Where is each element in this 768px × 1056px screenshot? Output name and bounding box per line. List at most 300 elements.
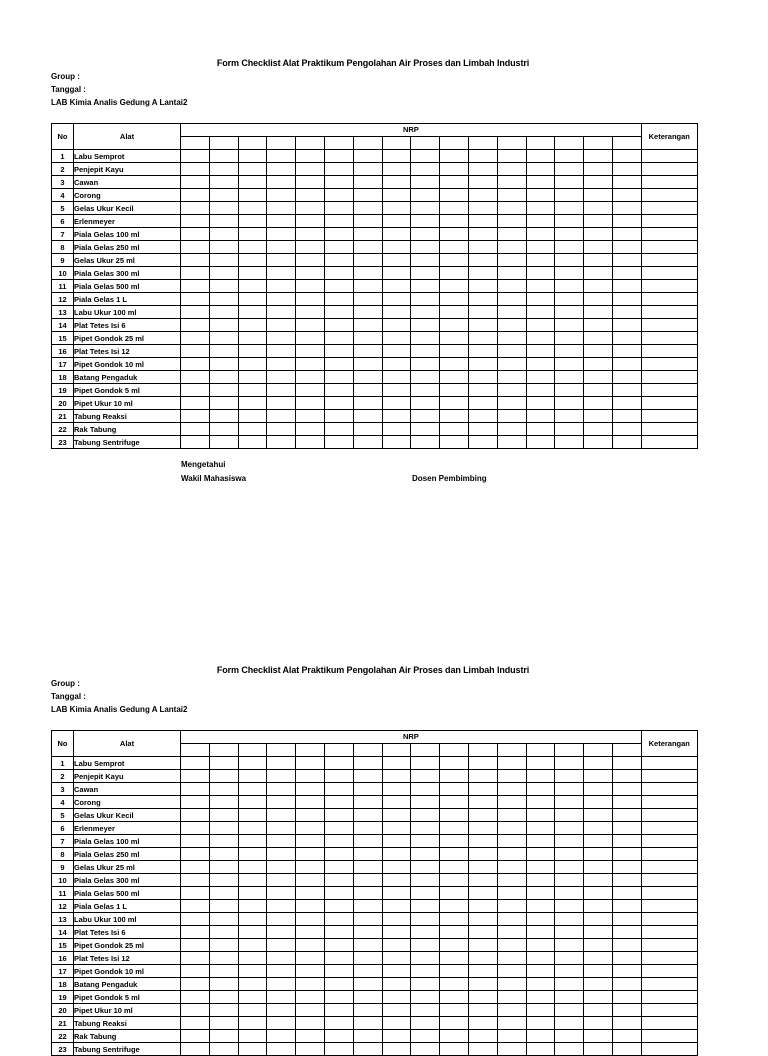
keterangan-cell[interactable] — [641, 397, 697, 410]
nrp-check-cell[interactable] — [181, 163, 210, 176]
nrp-check-cell[interactable] — [238, 280, 267, 293]
nrp-check-cell[interactable] — [267, 796, 296, 809]
nrp-check-cell[interactable] — [468, 436, 497, 449]
nrp-check-cell[interactable] — [209, 939, 238, 952]
nrp-check-cell[interactable] — [440, 423, 469, 436]
nrp-check-cell[interactable] — [411, 176, 440, 189]
nrp-check-cell[interactable] — [353, 358, 382, 371]
nrp-check-cell[interactable] — [612, 384, 641, 397]
nrp-check-cell[interactable] — [238, 202, 267, 215]
nrp-check-cell[interactable] — [181, 1030, 210, 1043]
nrp-check-cell[interactable] — [612, 1043, 641, 1056]
nrp-check-cell[interactable] — [526, 1043, 555, 1056]
nrp-check-cell[interactable] — [209, 757, 238, 770]
nrp-check-cell[interactable] — [209, 410, 238, 423]
nrp-check-cell[interactable] — [468, 874, 497, 887]
nrp-check-cell[interactable] — [497, 423, 526, 436]
nrp-check-cell[interactable] — [440, 358, 469, 371]
nrp-check-cell[interactable] — [267, 163, 296, 176]
nrp-check-cell[interactable] — [209, 835, 238, 848]
nrp-check-cell[interactable] — [468, 176, 497, 189]
nrp-check-cell[interactable] — [324, 371, 353, 384]
nrp-check-cell[interactable] — [555, 280, 584, 293]
nrp-check-cell[interactable] — [353, 874, 382, 887]
nrp-check-cell[interactable] — [238, 215, 267, 228]
nrp-check-cell[interactable] — [497, 163, 526, 176]
nrp-check-cell[interactable] — [526, 267, 555, 280]
nrp-check-cell[interactable] — [267, 783, 296, 796]
nrp-check-cell[interactable] — [497, 757, 526, 770]
keterangan-cell[interactable] — [641, 861, 697, 874]
nrp-check-cell[interactable] — [555, 371, 584, 384]
nrp-check-cell[interactable] — [324, 176, 353, 189]
nrp-check-cell[interactable] — [209, 189, 238, 202]
nrp-check-cell[interactable] — [209, 770, 238, 783]
nrp-check-cell[interactable] — [353, 757, 382, 770]
nrp-check-cell[interactable] — [181, 410, 210, 423]
nrp-check-cell[interactable] — [526, 371, 555, 384]
nrp-check-cell[interactable] — [296, 1017, 325, 1030]
nrp-check-cell[interactable] — [555, 189, 584, 202]
nrp-check-cell[interactable] — [209, 384, 238, 397]
nrp-check-cell[interactable] — [497, 176, 526, 189]
nrp-check-cell[interactable] — [555, 770, 584, 783]
nrp-check-cell[interactable] — [296, 783, 325, 796]
nrp-check-cell[interactable] — [209, 978, 238, 991]
nrp-check-cell[interactable] — [324, 991, 353, 1004]
nrp-check-cell[interactable] — [555, 848, 584, 861]
nrp-check-cell[interactable] — [238, 228, 267, 241]
nrp-check-cell[interactable] — [353, 150, 382, 163]
nrp-check-cell[interactable] — [497, 358, 526, 371]
nrp-check-cell[interactable] — [181, 783, 210, 796]
nrp-check-cell[interactable] — [353, 848, 382, 861]
nrp-check-cell[interactable] — [238, 267, 267, 280]
nrp-check-cell[interactable] — [526, 215, 555, 228]
nrp-check-cell[interactable] — [526, 397, 555, 410]
nrp-check-cell[interactable] — [526, 306, 555, 319]
nrp-check-cell[interactable] — [238, 913, 267, 926]
nrp-check-cell[interactable] — [584, 371, 613, 384]
nrp-check-cell[interactable] — [382, 384, 411, 397]
nrp-check-cell[interactable] — [497, 874, 526, 887]
keterangan-cell[interactable] — [641, 991, 697, 1004]
keterangan-cell[interactable] — [641, 293, 697, 306]
nrp-check-cell[interactable] — [353, 822, 382, 835]
nrp-check-cell[interactable] — [209, 887, 238, 900]
nrp-check-cell[interactable] — [267, 926, 296, 939]
nrp-check-cell[interactable] — [468, 835, 497, 848]
nrp-check-cell[interactable] — [382, 1017, 411, 1030]
nrp-check-cell[interactable] — [238, 809, 267, 822]
nrp-check-cell[interactable] — [353, 371, 382, 384]
nrp-check-cell[interactable] — [382, 874, 411, 887]
nrp-check-cell[interactable] — [209, 176, 238, 189]
nrp-check-cell[interactable] — [440, 1017, 469, 1030]
nrp-check-cell[interactable] — [181, 835, 210, 848]
nrp-check-cell[interactable] — [382, 796, 411, 809]
nrp-check-cell[interactable] — [209, 809, 238, 822]
nrp-check-cell[interactable] — [353, 978, 382, 991]
nrp-check-cell[interactable] — [238, 332, 267, 345]
nrp-check-cell[interactable] — [181, 358, 210, 371]
nrp-check-cell[interactable] — [353, 319, 382, 332]
keterangan-cell[interactable] — [641, 423, 697, 436]
nrp-check-cell[interactable] — [440, 319, 469, 332]
nrp-check-cell[interactable] — [440, 293, 469, 306]
nrp-check-cell[interactable] — [468, 900, 497, 913]
nrp-check-cell[interactable] — [440, 332, 469, 345]
nrp-check-cell[interactable] — [526, 1004, 555, 1017]
nrp-check-cell[interactable] — [612, 241, 641, 254]
nrp-check-cell[interactable] — [267, 202, 296, 215]
nrp-check-cell[interactable] — [411, 978, 440, 991]
nrp-check-cell[interactable] — [267, 757, 296, 770]
nrp-check-cell[interactable] — [440, 1004, 469, 1017]
keterangan-cell[interactable] — [641, 783, 697, 796]
nrp-check-cell[interactable] — [267, 176, 296, 189]
nrp-check-cell[interactable] — [612, 423, 641, 436]
nrp-check-cell[interactable] — [296, 423, 325, 436]
nrp-check-cell[interactable] — [497, 202, 526, 215]
nrp-check-cell[interactable] — [353, 783, 382, 796]
nrp-check-cell[interactable] — [267, 280, 296, 293]
nrp-check-cell[interactable] — [411, 770, 440, 783]
nrp-check-cell[interactable] — [353, 861, 382, 874]
nrp-check-cell[interactable] — [324, 900, 353, 913]
nrp-check-cell[interactable] — [497, 822, 526, 835]
nrp-check-cell[interactable] — [267, 991, 296, 1004]
nrp-check-cell[interactable] — [238, 423, 267, 436]
nrp-check-cell[interactable] — [353, 952, 382, 965]
nrp-check-cell[interactable] — [411, 150, 440, 163]
keterangan-cell[interactable] — [641, 280, 697, 293]
nrp-check-cell[interactable] — [267, 189, 296, 202]
nrp-check-cell[interactable] — [181, 267, 210, 280]
nrp-check-cell[interactable] — [181, 397, 210, 410]
nrp-check-cell[interactable] — [296, 241, 325, 254]
nrp-check-cell[interactable] — [324, 332, 353, 345]
nrp-check-cell[interactable] — [353, 1004, 382, 1017]
nrp-check-cell[interactable] — [209, 783, 238, 796]
nrp-check-cell[interactable] — [440, 926, 469, 939]
nrp-check-cell[interactable] — [238, 345, 267, 358]
nrp-check-cell[interactable] — [382, 397, 411, 410]
nrp-check-cell[interactable] — [584, 384, 613, 397]
nrp-check-cell[interactable] — [411, 1004, 440, 1017]
nrp-check-cell[interactable] — [411, 991, 440, 1004]
nrp-check-cell[interactable] — [526, 848, 555, 861]
nrp-check-cell[interactable] — [584, 887, 613, 900]
nrp-check-cell[interactable] — [612, 1017, 641, 1030]
nrp-check-cell[interactable] — [181, 202, 210, 215]
nrp-check-cell[interactable] — [468, 371, 497, 384]
nrp-check-cell[interactable] — [612, 371, 641, 384]
nrp-check-cell[interactable] — [612, 436, 641, 449]
nrp-check-cell[interactable] — [267, 267, 296, 280]
nrp-check-cell[interactable] — [612, 939, 641, 952]
nrp-check-cell[interactable] — [209, 1043, 238, 1056]
nrp-check-cell[interactable] — [468, 384, 497, 397]
nrp-check-cell[interactable] — [584, 952, 613, 965]
nrp-check-cell[interactable] — [267, 900, 296, 913]
nrp-check-cell[interactable] — [411, 952, 440, 965]
keterangan-cell[interactable] — [641, 319, 697, 332]
nrp-check-cell[interactable] — [555, 757, 584, 770]
nrp-check-cell[interactable] — [324, 423, 353, 436]
nrp-check-cell[interactable] — [382, 978, 411, 991]
nrp-check-cell[interactable] — [411, 371, 440, 384]
nrp-check-cell[interactable] — [324, 1030, 353, 1043]
nrp-check-cell[interactable] — [526, 384, 555, 397]
nrp-check-cell[interactable] — [181, 1043, 210, 1056]
nrp-check-cell[interactable] — [411, 254, 440, 267]
nrp-check-cell[interactable] — [411, 796, 440, 809]
nrp-check-cell[interactable] — [468, 319, 497, 332]
nrp-check-cell[interactable] — [497, 900, 526, 913]
nrp-check-cell[interactable] — [353, 241, 382, 254]
nrp-check-cell[interactable] — [497, 1004, 526, 1017]
nrp-check-cell[interactable] — [555, 796, 584, 809]
nrp-check-cell[interactable] — [238, 150, 267, 163]
nrp-check-cell[interactable] — [440, 189, 469, 202]
nrp-check-cell[interactable] — [612, 267, 641, 280]
nrp-check-cell[interactable] — [468, 809, 497, 822]
nrp-check-cell[interactable] — [555, 991, 584, 1004]
nrp-check-cell[interactable] — [526, 939, 555, 952]
nrp-check-cell[interactable] — [382, 887, 411, 900]
nrp-check-cell[interactable] — [440, 900, 469, 913]
nrp-check-cell[interactable] — [411, 965, 440, 978]
nrp-check-cell[interactable] — [497, 384, 526, 397]
keterangan-cell[interactable] — [641, 254, 697, 267]
nrp-check-cell[interactable] — [497, 835, 526, 848]
nrp-check-cell[interactable] — [209, 874, 238, 887]
nrp-check-cell[interactable] — [440, 254, 469, 267]
nrp-check-cell[interactable] — [382, 952, 411, 965]
nrp-check-cell[interactable] — [382, 423, 411, 436]
nrp-check-cell[interactable] — [296, 293, 325, 306]
nrp-check-cell[interactable] — [497, 397, 526, 410]
nrp-check-cell[interactable] — [497, 965, 526, 978]
nrp-check-cell[interactable] — [238, 397, 267, 410]
nrp-check-cell[interactable] — [296, 835, 325, 848]
nrp-check-cell[interactable] — [612, 202, 641, 215]
nrp-check-cell[interactable] — [181, 822, 210, 835]
nrp-check-cell[interactable] — [612, 809, 641, 822]
nrp-check-cell[interactable] — [497, 809, 526, 822]
nrp-check-cell[interactable] — [324, 241, 353, 254]
nrp-check-cell[interactable] — [526, 293, 555, 306]
nrp-check-cell[interactable] — [584, 965, 613, 978]
nrp-check-cell[interactable] — [324, 384, 353, 397]
nrp-check-cell[interactable] — [555, 163, 584, 176]
nrp-check-cell[interactable] — [555, 397, 584, 410]
nrp-check-cell[interactable] — [296, 228, 325, 241]
nrp-check-cell[interactable] — [468, 267, 497, 280]
nrp-check-cell[interactable] — [181, 1004, 210, 1017]
nrp-check-cell[interactable] — [267, 913, 296, 926]
nrp-check-cell[interactable] — [468, 293, 497, 306]
nrp-check-cell[interactable] — [181, 189, 210, 202]
nrp-check-cell[interactable] — [324, 306, 353, 319]
keterangan-cell[interactable] — [641, 371, 697, 384]
nrp-check-cell[interactable] — [238, 1043, 267, 1056]
nrp-check-cell[interactable] — [555, 384, 584, 397]
nrp-check-cell[interactable] — [584, 757, 613, 770]
nrp-check-cell[interactable] — [497, 371, 526, 384]
nrp-check-cell[interactable] — [296, 358, 325, 371]
nrp-check-cell[interactable] — [440, 397, 469, 410]
nrp-check-cell[interactable] — [324, 848, 353, 861]
nrp-check-cell[interactable] — [526, 345, 555, 358]
nrp-check-cell[interactable] — [526, 770, 555, 783]
nrp-check-cell[interactable] — [468, 861, 497, 874]
nrp-check-cell[interactable] — [267, 215, 296, 228]
nrp-check-cell[interactable] — [238, 991, 267, 1004]
nrp-check-cell[interactable] — [497, 887, 526, 900]
nrp-check-cell[interactable] — [353, 332, 382, 345]
nrp-check-cell[interactable] — [296, 1043, 325, 1056]
nrp-check-cell[interactable] — [238, 848, 267, 861]
nrp-check-cell[interactable] — [382, 926, 411, 939]
nrp-check-cell[interactable] — [324, 410, 353, 423]
nrp-check-cell[interactable] — [267, 835, 296, 848]
nrp-check-cell[interactable] — [440, 345, 469, 358]
nrp-check-cell[interactable] — [324, 1004, 353, 1017]
nrp-check-cell[interactable] — [238, 900, 267, 913]
nrp-check-cell[interactable] — [267, 410, 296, 423]
nrp-check-cell[interactable] — [382, 1043, 411, 1056]
nrp-check-cell[interactable] — [382, 410, 411, 423]
nrp-check-cell[interactable] — [267, 241, 296, 254]
nrp-check-cell[interactable] — [584, 176, 613, 189]
nrp-check-cell[interactable] — [238, 1030, 267, 1043]
nrp-check-cell[interactable] — [267, 939, 296, 952]
nrp-check-cell[interactable] — [324, 757, 353, 770]
nrp-check-cell[interactable] — [526, 887, 555, 900]
nrp-check-cell[interactable] — [411, 384, 440, 397]
nrp-check-cell[interactable] — [497, 267, 526, 280]
nrp-check-cell[interactable] — [526, 319, 555, 332]
nrp-check-cell[interactable] — [267, 965, 296, 978]
nrp-check-cell[interactable] — [411, 202, 440, 215]
nrp-check-cell[interactable] — [181, 306, 210, 319]
nrp-check-cell[interactable] — [526, 163, 555, 176]
nrp-check-cell[interactable] — [555, 874, 584, 887]
nrp-check-cell[interactable] — [296, 345, 325, 358]
nrp-check-cell[interactable] — [497, 215, 526, 228]
nrp-check-cell[interactable] — [181, 991, 210, 1004]
nrp-check-cell[interactable] — [181, 150, 210, 163]
nrp-check-cell[interactable] — [382, 176, 411, 189]
nrp-check-cell[interactable] — [296, 770, 325, 783]
nrp-check-cell[interactable] — [296, 384, 325, 397]
nrp-check-cell[interactable] — [411, 848, 440, 861]
nrp-check-cell[interactable] — [468, 939, 497, 952]
nrp-check-cell[interactable] — [440, 861, 469, 874]
nrp-check-cell[interactable] — [526, 796, 555, 809]
nrp-check-cell[interactable] — [555, 900, 584, 913]
nrp-check-cell[interactable] — [353, 1043, 382, 1056]
nrp-check-cell[interactable] — [468, 202, 497, 215]
nrp-check-cell[interactable] — [584, 1004, 613, 1017]
nrp-check-cell[interactable] — [353, 384, 382, 397]
keterangan-cell[interactable] — [641, 848, 697, 861]
nrp-check-cell[interactable] — [612, 783, 641, 796]
nrp-check-cell[interactable] — [324, 280, 353, 293]
nrp-check-cell[interactable] — [181, 319, 210, 332]
nrp-check-cell[interactable] — [612, 293, 641, 306]
nrp-check-cell[interactable] — [181, 436, 210, 449]
nrp-check-cell[interactable] — [526, 991, 555, 1004]
nrp-check-cell[interactable] — [440, 228, 469, 241]
nrp-check-cell[interactable] — [440, 952, 469, 965]
nrp-check-cell[interactable] — [209, 215, 238, 228]
nrp-check-cell[interactable] — [296, 757, 325, 770]
nrp-check-cell[interactable] — [238, 926, 267, 939]
nrp-check-cell[interactable] — [440, 150, 469, 163]
nrp-check-cell[interactable] — [526, 202, 555, 215]
keterangan-cell[interactable] — [641, 189, 697, 202]
nrp-check-cell[interactable] — [296, 848, 325, 861]
nrp-check-cell[interactable] — [382, 900, 411, 913]
nrp-check-cell[interactable] — [584, 358, 613, 371]
nrp-check-cell[interactable] — [324, 965, 353, 978]
nrp-check-cell[interactable] — [353, 397, 382, 410]
nrp-check-cell[interactable] — [238, 965, 267, 978]
nrp-check-cell[interactable] — [555, 423, 584, 436]
nrp-check-cell[interactable] — [411, 757, 440, 770]
nrp-check-cell[interactable] — [468, 150, 497, 163]
nrp-check-cell[interactable] — [382, 835, 411, 848]
nrp-check-cell[interactable] — [353, 965, 382, 978]
nrp-check-cell[interactable] — [296, 163, 325, 176]
nrp-check-cell[interactable] — [555, 345, 584, 358]
nrp-check-cell[interactable] — [584, 410, 613, 423]
keterangan-cell[interactable] — [641, 202, 697, 215]
nrp-check-cell[interactable] — [612, 796, 641, 809]
nrp-check-cell[interactable] — [497, 861, 526, 874]
nrp-check-cell[interactable] — [353, 770, 382, 783]
nrp-check-cell[interactable] — [267, 371, 296, 384]
nrp-check-cell[interactable] — [584, 436, 613, 449]
nrp-check-cell[interactable] — [468, 1030, 497, 1043]
nrp-check-cell[interactable] — [267, 1043, 296, 1056]
nrp-check-cell[interactable] — [440, 306, 469, 319]
nrp-check-cell[interactable] — [238, 952, 267, 965]
nrp-check-cell[interactable] — [612, 757, 641, 770]
nrp-check-cell[interactable] — [555, 965, 584, 978]
nrp-check-cell[interactable] — [555, 150, 584, 163]
nrp-check-cell[interactable] — [440, 822, 469, 835]
nrp-check-cell[interactable] — [238, 796, 267, 809]
nrp-check-cell[interactable] — [181, 809, 210, 822]
nrp-check-cell[interactable] — [555, 939, 584, 952]
nrp-check-cell[interactable] — [555, 215, 584, 228]
nrp-check-cell[interactable] — [555, 913, 584, 926]
nrp-check-cell[interactable] — [411, 1030, 440, 1043]
nrp-check-cell[interactable] — [440, 176, 469, 189]
nrp-check-cell[interactable] — [612, 952, 641, 965]
nrp-check-cell[interactable] — [468, 770, 497, 783]
nrp-check-cell[interactable] — [526, 358, 555, 371]
nrp-check-cell[interactable] — [584, 150, 613, 163]
nrp-check-cell[interactable] — [296, 965, 325, 978]
nrp-check-cell[interactable] — [584, 202, 613, 215]
nrp-check-cell[interactable] — [238, 874, 267, 887]
nrp-check-cell[interactable] — [468, 410, 497, 423]
